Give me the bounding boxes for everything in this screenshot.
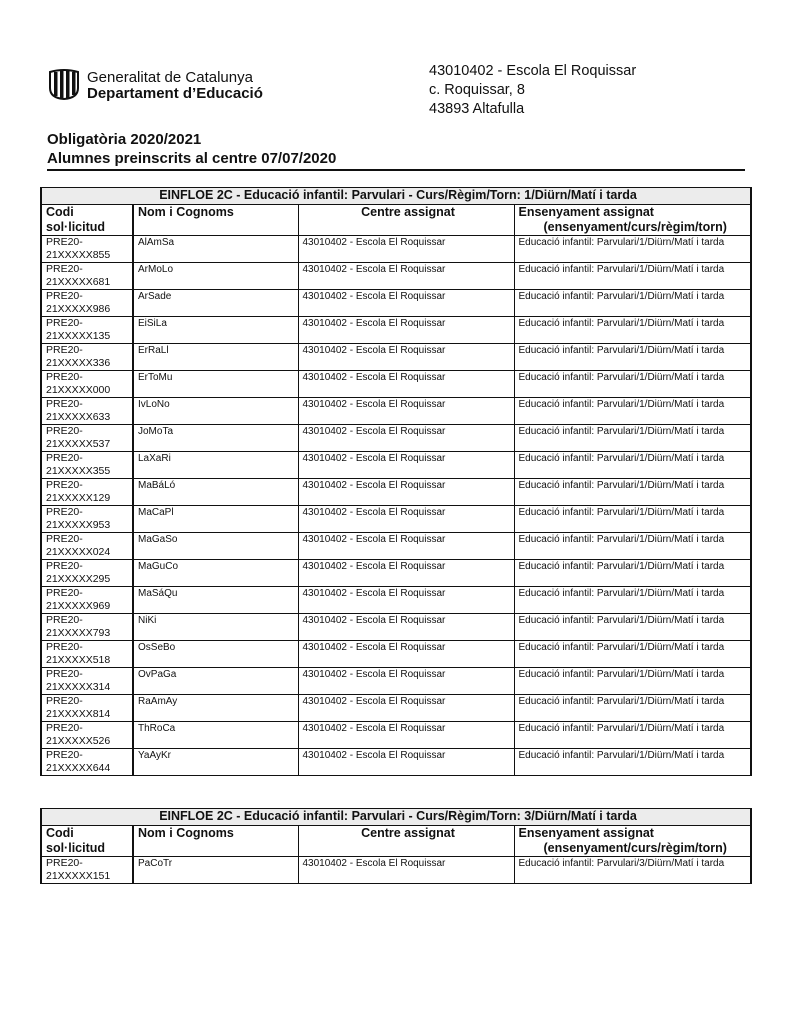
- header-ens-2: (ensenyament/curs/règim/torn): [543, 220, 727, 234]
- header-nom: Nom i Cognoms: [133, 205, 298, 236]
- cell-centre: 43010402 - Escola El Roquissar: [298, 506, 514, 533]
- school-address: [429, 62, 636, 119]
- cell-codi: [41, 695, 133, 722]
- cell-ensenyament: Educació infantil: Parvulari/1/Diürn/Matí i tarda: [514, 236, 751, 263]
- codi-part-2: 21XXXXX969: [46, 600, 111, 612]
- cell-nom: JoMoTa: [133, 425, 298, 452]
- cell-codi: [41, 668, 133, 695]
- cell-nom: IvLoNo: [133, 398, 298, 425]
- cell-codi: [41, 641, 133, 668]
- cell-ensenyament: Educació infantil: Parvulari/1/Diürn/Matí i tarda: [514, 290, 751, 317]
- cell-nom: MaBáLó: [133, 479, 298, 506]
- cell-centre: 43010402 - Escola El Roquissar: [298, 236, 514, 263]
- codi-part-2: 21XXXXX633: [46, 411, 111, 423]
- cell-centre: 43010402 - Escola El Roquissar: [298, 749, 514, 776]
- cell-nom: MaGaSo: [133, 533, 298, 560]
- codi-part-2: 21XXXXX644: [46, 762, 111, 774]
- header-centre: Centre assignat: [298, 826, 514, 857]
- table-row: [41, 263, 751, 290]
- cell-ensenyament: Educació infantil: Parvulari/1/Diürn/Matí i tarda: [514, 722, 751, 749]
- table-row: [41, 749, 751, 776]
- table-row: [41, 857, 751, 884]
- codi-part-2: 21XXXXX681: [46, 276, 111, 288]
- cell-centre: 43010402 - Escola El Roquissar: [298, 371, 514, 398]
- codi-part-2: 21XXXXX793: [46, 627, 111, 639]
- table-row: [41, 425, 751, 452]
- cell-codi: [41, 587, 133, 614]
- cell-nom: EiSiLa: [133, 317, 298, 344]
- table-row: [41, 614, 751, 641]
- codi-part-2: 21XXXXX526: [46, 735, 111, 747]
- codi-part-1: PRE20-: [46, 749, 83, 761]
- table-row: [41, 452, 751, 479]
- cell-centre: 43010402 - Escola El Roquissar: [298, 533, 514, 560]
- table-row: [41, 560, 751, 587]
- cell-ensenyament: Educació infantil: Parvulari/1/Diürn/Matí i tarda: [514, 749, 751, 776]
- table-row: [41, 533, 751, 560]
- cell-ensenyament: Educació infantil: Parvulari/1/Diürn/Matí i tarda: [514, 371, 751, 398]
- cell-codi: [41, 263, 133, 290]
- codi-part-1: PRE20-: [46, 506, 83, 518]
- cell-centre: 43010402 - Escola El Roquissar: [298, 857, 514, 884]
- header-nom: Nom i Cognoms: [133, 826, 298, 857]
- codi-part-1: PRE20-: [46, 479, 83, 491]
- codi-part-2: 21XXXXX986: [46, 303, 111, 315]
- table-row: [41, 479, 751, 506]
- title-line-2: Alumnes preinscrits al centre 07/07/2020: [47, 150, 337, 167]
- codi-part-2: 21XXXXX537: [46, 438, 111, 450]
- cell-codi: [41, 857, 133, 884]
- cell-centre: 43010402 - Escola El Roquissar: [298, 398, 514, 425]
- table-caption: EINFLOE 2C - Educació infantil: Parvulari - Curs/Règim/Torn: 3/Diürn/Matí i tarda: [41, 809, 751, 826]
- cell-nom: MaSáQu: [133, 587, 298, 614]
- cell-centre: 43010402 - Escola El Roquissar: [298, 263, 514, 290]
- cell-nom: ArSade: [133, 290, 298, 317]
- cell-ensenyament: Educació infantil: Parvulari/1/Diürn/Matí i tarda: [514, 695, 751, 722]
- table-row: [41, 641, 751, 668]
- cell-codi: [41, 722, 133, 749]
- cell-centre: 43010402 - Escola El Roquissar: [298, 344, 514, 371]
- cell-ensenyament: Educació infantil: Parvulari/1/Diürn/Matí i tarda: [514, 533, 751, 560]
- codi-part-2: 21XXXXX151: [46, 870, 111, 882]
- table-row: [41, 668, 751, 695]
- cell-nom: ThRoCa: [133, 722, 298, 749]
- codi-part-2: 21XXXXX024: [46, 546, 111, 558]
- cell-centre: 43010402 - Escola El Roquissar: [298, 641, 514, 668]
- codi-part-1: PRE20-: [46, 560, 83, 572]
- codi-part-2: 21XXXXX518: [46, 654, 111, 666]
- table-caption: EINFLOE 2C - Educació infantil: Parvulari - Curs/Règim/Torn: 1/Diürn/Matí i tarda: [41, 188, 751, 205]
- codi-part-1: PRE20-: [46, 587, 83, 599]
- header-ensenyament: [514, 826, 751, 857]
- generalitat-logo-icon: [48, 68, 80, 100]
- cell-centre: 43010402 - Escola El Roquissar: [298, 668, 514, 695]
- cell-ensenyament: Educació infantil: Parvulari/1/Diürn/Matí i tarda: [514, 479, 751, 506]
- cell-nom: LaXaRi: [133, 452, 298, 479]
- cell-codi: [41, 317, 133, 344]
- cell-ensenyament: Educació infantil: Parvulari/1/Diürn/Matí i tarda: [514, 344, 751, 371]
- codi-part-1: PRE20-: [46, 695, 83, 707]
- cell-ensenyament: Educació infantil: Parvulari/1/Diürn/Matí i tarda: [514, 614, 751, 641]
- table-row: [41, 371, 751, 398]
- cell-codi: [41, 479, 133, 506]
- cell-nom: ArMoLo: [133, 263, 298, 290]
- table-row: [41, 344, 751, 371]
- cell-ensenyament: Educació infantil: Parvulari/1/Diürn/Matí i tarda: [514, 317, 751, 344]
- title-line-1: Obligatòria 2020/2021: [47, 131, 202, 148]
- codi-part-1: PRE20-: [46, 317, 83, 329]
- header-codi-1: Codi: [46, 205, 74, 219]
- header-ens-1: Ensenyament assignat: [518, 205, 654, 219]
- students-table-curs-3: [40, 808, 752, 884]
- cell-ensenyament: Educació infantil: Parvulari/1/Diürn/Matí i tarda: [514, 560, 751, 587]
- header-codi-2: sol·licitud: [46, 841, 106, 855]
- cell-centre: 43010402 - Escola El Roquissar: [298, 290, 514, 317]
- cell-nom: RaAmAy: [133, 695, 298, 722]
- cell-nom: AlAmSa: [133, 236, 298, 263]
- codi-part-2: 21XXXXX314: [46, 681, 111, 693]
- cell-centre: 43010402 - Escola El Roquissar: [298, 560, 514, 587]
- table-row: [41, 398, 751, 425]
- codi-part-1: PRE20-: [46, 614, 83, 626]
- codi-part-1: PRE20-: [46, 857, 83, 869]
- table-row: [41, 236, 751, 263]
- table-header-row: [41, 826, 751, 857]
- cell-ensenyament: Educació infantil: Parvulari/1/Diürn/Matí i tarda: [514, 641, 751, 668]
- cell-centre: 43010402 - Escola El Roquissar: [298, 425, 514, 452]
- cell-nom: OvPaGa: [133, 668, 298, 695]
- cell-nom: PaCoTr: [133, 857, 298, 884]
- cell-codi: [41, 506, 133, 533]
- header-ensenyament: [514, 205, 751, 236]
- students-table-curs-1: [40, 187, 752, 776]
- table-caption-row: [41, 188, 751, 205]
- cell-centre: 43010402 - Escola El Roquissar: [298, 587, 514, 614]
- cell-codi: [41, 371, 133, 398]
- header-codi: [41, 826, 133, 857]
- header-codi-1: Codi: [46, 826, 74, 840]
- cell-codi: [41, 452, 133, 479]
- cell-codi: [41, 533, 133, 560]
- cell-centre: 43010402 - Escola El Roquissar: [298, 695, 514, 722]
- codi-part-1: PRE20-: [46, 452, 83, 464]
- codi-part-2: 21XXXXX295: [46, 573, 111, 585]
- org-line-2: Departament d’Educació: [87, 85, 263, 102]
- cell-codi: [41, 425, 133, 452]
- org-line-1: Generalitat de Catalunya: [87, 69, 253, 86]
- codi-part-2: 21XXXXX814: [46, 708, 111, 720]
- cell-nom: ErToMu: [133, 371, 298, 398]
- header-centre: Centre assignat: [298, 205, 514, 236]
- cell-codi: [41, 236, 133, 263]
- cell-nom: YaAyKr: [133, 749, 298, 776]
- cell-centre: 43010402 - Escola El Roquissar: [298, 722, 514, 749]
- cell-nom: NiKi: [133, 614, 298, 641]
- table-row: [41, 722, 751, 749]
- codi-part-1: PRE20-: [46, 371, 83, 383]
- cell-codi: [41, 749, 133, 776]
- cell-codi: [41, 398, 133, 425]
- cell-codi: [41, 614, 133, 641]
- codi-part-1: PRE20-: [46, 425, 83, 437]
- table-row: [41, 587, 751, 614]
- codi-part-2: 21XXXXX129: [46, 492, 111, 504]
- table-row: [41, 695, 751, 722]
- table-caption-row: [41, 809, 751, 826]
- codi-part-1: PRE20-: [46, 533, 83, 545]
- cell-ensenyament: Educació infantil: Parvulari/1/Diürn/Matí i tarda: [514, 668, 751, 695]
- cell-ensenyament: Educació infantil: Parvulari/1/Diürn/Matí i tarda: [514, 506, 751, 533]
- table-header-row: [41, 205, 751, 236]
- organization-name: [87, 70, 263, 102]
- school-street: c. Roquissar, 8: [429, 82, 525, 98]
- cell-ensenyament: Educació infantil: Parvulari/3/Diürn/Matí i tarda: [514, 857, 751, 884]
- cell-centre: 43010402 - Escola El Roquissar: [298, 317, 514, 344]
- table-row: [41, 317, 751, 344]
- cell-nom: MaGuCo: [133, 560, 298, 587]
- header-ens-1: Ensenyament assignat: [518, 826, 654, 840]
- cell-centre: 43010402 - Escola El Roquissar: [298, 452, 514, 479]
- table-row: [41, 290, 751, 317]
- codi-part-1: PRE20-: [46, 236, 83, 248]
- codi-part-1: PRE20-: [46, 290, 83, 302]
- cell-codi: [41, 560, 133, 587]
- codi-part-2: 21XXXXX336: [46, 357, 111, 369]
- cell-nom: ErRaLl: [133, 344, 298, 371]
- codi-part-2: 21XXXXX355: [46, 465, 111, 477]
- cell-ensenyament: Educació infantil: Parvulari/1/Diürn/Matí i tarda: [514, 398, 751, 425]
- codi-part-1: PRE20-: [46, 722, 83, 734]
- codi-part-1: PRE20-: [46, 668, 83, 680]
- header-codi: [41, 205, 133, 236]
- cell-ensenyament: Educació infantil: Parvulari/1/Diürn/Matí i tarda: [514, 587, 751, 614]
- table-row: [41, 506, 751, 533]
- school-name: 43010402 - Escola El Roquissar: [429, 63, 637, 79]
- document-title: [47, 130, 745, 171]
- school-city: 43893 Altafulla: [429, 101, 525, 117]
- codi-part-2: 21XXXXX855: [46, 249, 111, 261]
- cell-ensenyament: Educació infantil: Parvulari/1/Diürn/Matí i tarda: [514, 425, 751, 452]
- codi-part-2: 21XXXXX000: [46, 384, 111, 396]
- cell-codi: [41, 344, 133, 371]
- codi-part-1: PRE20-: [46, 344, 83, 356]
- codi-part-1: PRE20-: [46, 641, 83, 653]
- cell-codi: [41, 290, 133, 317]
- cell-centre: 43010402 - Escola El Roquissar: [298, 614, 514, 641]
- header-ens-2: (ensenyament/curs/règim/torn): [543, 841, 727, 855]
- codi-part-2: 21XXXXX953: [46, 519, 111, 531]
- cell-centre: 43010402 - Escola El Roquissar: [298, 479, 514, 506]
- codi-part-2: 21XXXXX135: [46, 330, 111, 342]
- cell-ensenyament: Educació infantil: Parvulari/1/Diürn/Matí i tarda: [514, 263, 751, 290]
- cell-nom: MaCaPl: [133, 506, 298, 533]
- codi-part-1: PRE20-: [46, 398, 83, 410]
- cell-ensenyament: Educació infantil: Parvulari/1/Diürn/Matí i tarda: [514, 452, 751, 479]
- header-codi-2: sol·licitud: [46, 220, 106, 234]
- codi-part-1: PRE20-: [46, 263, 83, 275]
- cell-nom: OsSeBo: [133, 641, 298, 668]
